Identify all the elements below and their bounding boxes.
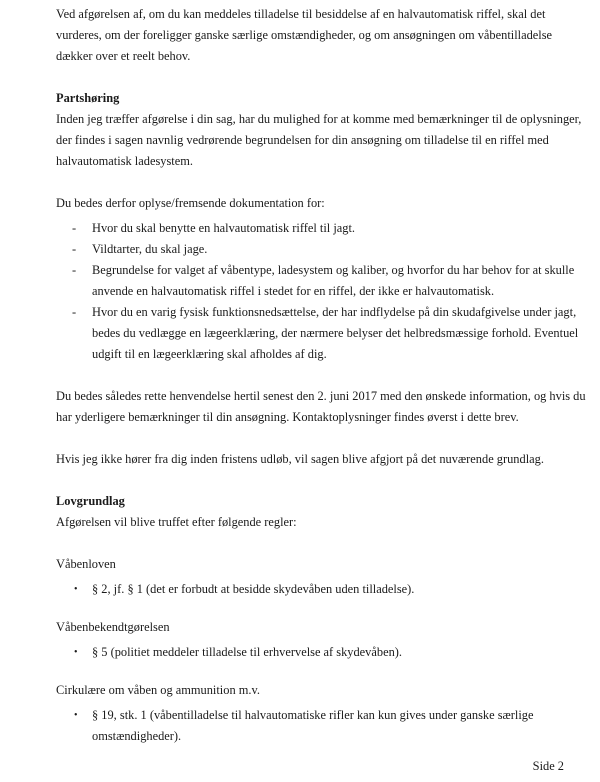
law-list-cirkulaere: [56, 705, 588, 747]
intro-paragraph: Ved afgørelsen af, om du kan meddeles tilladelse til besiddelse af en halvautomatisk riffel, skal det vurderes, om der foreligger ganske særlige omstændigheder, og om ansøgningen om våbentilladelse dækker over et reelt behov.: [56, 7, 553, 63]
list-item: [56, 579, 588, 600]
partshoring-heading: Partshøring: [56, 91, 120, 105]
dash-marker: -: [72, 242, 77, 256]
law-list-vabenloven: [56, 579, 588, 600]
list-item: [56, 642, 588, 663]
documentation-list: [56, 218, 588, 365]
list-item-text: § 2, jf. § 1 (det er forbudt at besidde skydevåben uden tilladelse).: [92, 582, 415, 596]
dash-marker: -: [72, 263, 77, 277]
dash-marker: -: [72, 221, 77, 235]
list-item: [56, 260, 588, 302]
law-title-cirkulaere: Cirkulære om våben og ammunition m.v.: [56, 683, 260, 697]
list-item-text: Vildtarter, du skal jage.: [92, 242, 208, 256]
no-reply-paragraph: Hvis jeg ikke hører fra dig inden fristens udløb, vil sagen blive afgjort på det nuværende grundlag.: [56, 452, 544, 466]
list-item-text: Hvor du en varig fysisk funktionsnedsættelse, der har indflydelse på din skudafgivelse under jagt, bedes du vedlægge en lægeerklæring, der nærmere belyser det helbredsmæssige forhold. Eventuel udgift til en lægeerklæring skal afholdes af dig.: [92, 305, 579, 361]
documentation-lead: Du bedes derfor oplyse/fremsende dokumentation for:: [56, 196, 325, 210]
bullet-marker: •: [74, 584, 78, 595]
dash-marker: -: [72, 305, 77, 319]
bullet-marker: •: [74, 647, 78, 658]
lovgrundlag-heading: Lovgrundlag: [56, 494, 125, 508]
list-item-text: § 5 (politiet meddeler tilladelse til erhvervelse af skydevåben).: [92, 645, 402, 659]
law-title-vabenbekendtgorelsen: Våbenbekendtgørelsen: [56, 620, 170, 634]
partshoring-paragraph: Inden jeg træffer afgørelse i din sag, har du mulighed for at komme med bemærkninger til de oplysninger, der findes i sagen navnlig vedrørende begrundelsen for din ansøgning om tilladelse til en riffel med halvautomatisk ladesystem.: [56, 112, 582, 168]
list-item-text: Hvor du skal benytte en halvautomatisk riffel til jagt.: [92, 221, 356, 235]
lovgrundlag-lead: Afgørelsen vil blive truffet efter følgende regler:: [56, 515, 297, 529]
list-item: [56, 302, 588, 365]
list-item-text: Begrundelse for valget af våbentype, ladesystem og kaliber, og hvorfor du har behov for at skulle anvende en halvautomatisk riffel i stedet for en riffel, der ikke er halvautomatisk.: [92, 263, 575, 298]
law-list-vabenbekendtgorelsen: [56, 642, 588, 663]
bullet-marker: •: [74, 710, 78, 721]
deadline-paragraph: Du bedes således rette henvendelse hertil senest den 2. juni 2017 med den ønskede information, og hvis du har yderligere bemærkninger til din ansøgning. Kontaktoplysninger findes øverst i dette brev.: [56, 389, 586, 424]
letter-page: [56, 4, 588, 747]
list-item: [56, 218, 588, 239]
list-item: [56, 239, 588, 260]
page-number: Side 2: [532, 759, 564, 773]
law-title-vabenloven: Våbenloven: [56, 557, 116, 571]
list-item: [56, 705, 588, 747]
list-item-text: § 19, stk. 1 (våbentilladelse til halvautomatiske rifler kan kun gives under ganske særlige omstændigheder).: [92, 708, 534, 743]
